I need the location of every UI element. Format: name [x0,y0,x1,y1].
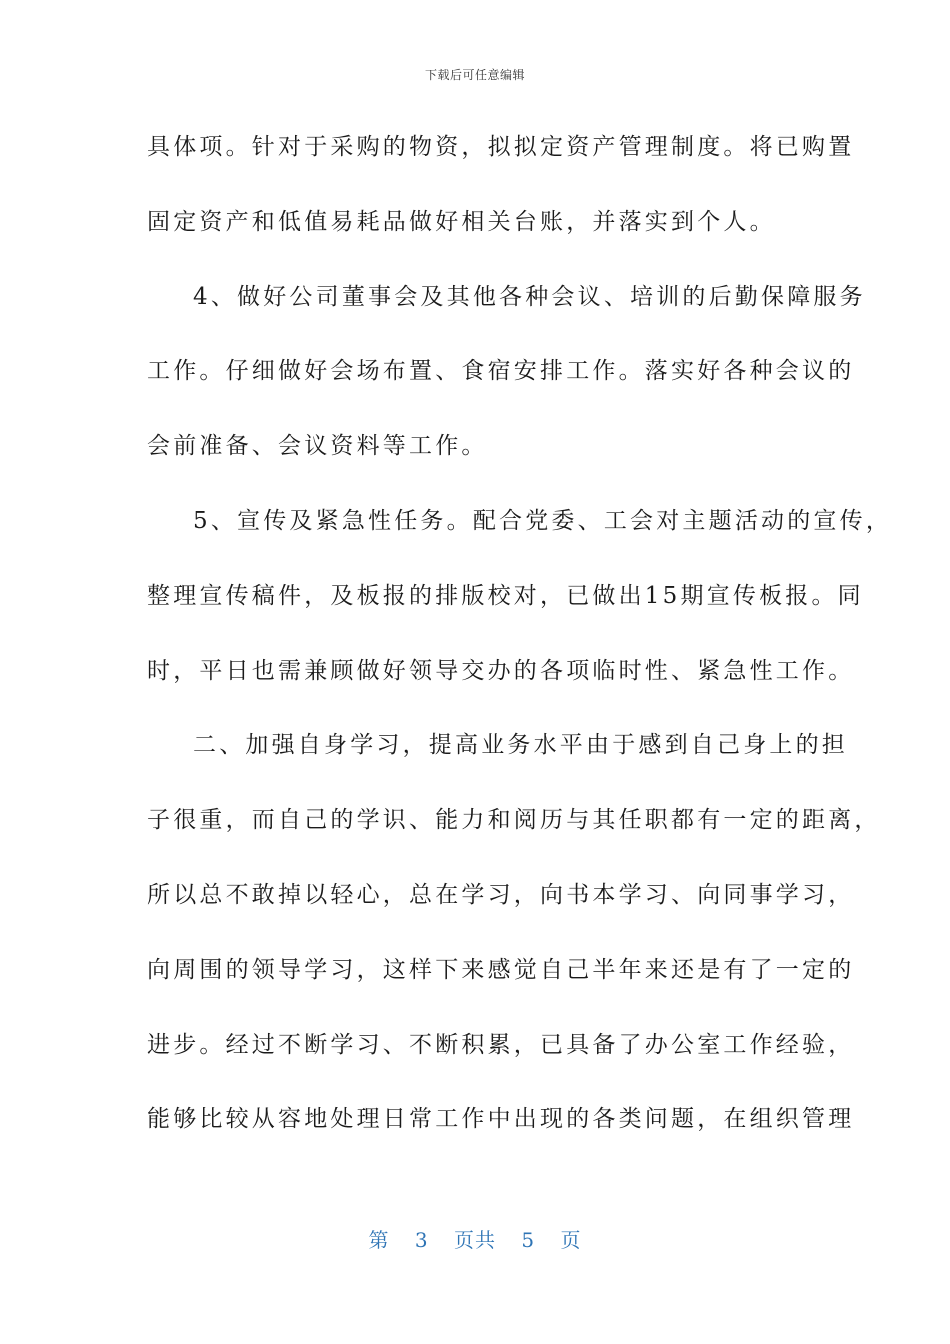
document-body [147,127,893,1174]
text-line: 能够比较从容地处理日常工作中出现的各类问题，在组织管理 [147,1106,855,1133]
text-line: 所以总不敢掉以轻心，总在学习，向书本学习、向同事学习， [147,881,855,908]
text-line: 子很重，而自己的学识、能力和阅历与其任职都有一定的距离， [147,807,881,834]
text-line: 二、加强自身学习，提高业务水平由于感到自己身上的担 [193,732,848,759]
page-suffix: 页 [560,1228,582,1252]
page-mid: 页共 [454,1228,496,1252]
page-prefix: 第 [368,1228,390,1252]
text-line: 会前准备、会议资料等工作。 [147,433,488,460]
page-number: 3 [414,1228,429,1252]
header-note: 下载后可任意编辑 [424,68,525,82]
text-line: 进步。经过不断学习、不断积累，已具备了办公室工作经验， [147,1031,855,1058]
page-footer [0,1224,950,1253]
text-line: 整理宣传稿件，及板报的排版校对，已做出15期宣传板报。同 [147,582,864,609]
text-line: 具体项。针对于采购的物资，拟拟定资产管理制度。将已购置 [147,134,855,160]
total-pages: 5 [521,1228,536,1252]
text-line: 固定资产和低值易耗品做好相关台账，并落实到个人。 [147,208,776,235]
text-line: 5、宣传及紧急性任务。配合党委、工会对主题活动的宣传， [193,507,893,534]
text-line: 向周围的领导学习，这样下来感觉自己半年来还是有了一定的 [147,956,855,983]
text-line: 4、做好公司董事会及其他各种会议、培训的后勤保障服务 [193,283,866,310]
text-line: 时，平日也需兼顾做好领导交办的各项临时性、紧急性工作。 [147,657,855,684]
text-line: 工作。仔细做好会场布置、食宿安排工作。落实好各种会议的 [147,358,855,385]
